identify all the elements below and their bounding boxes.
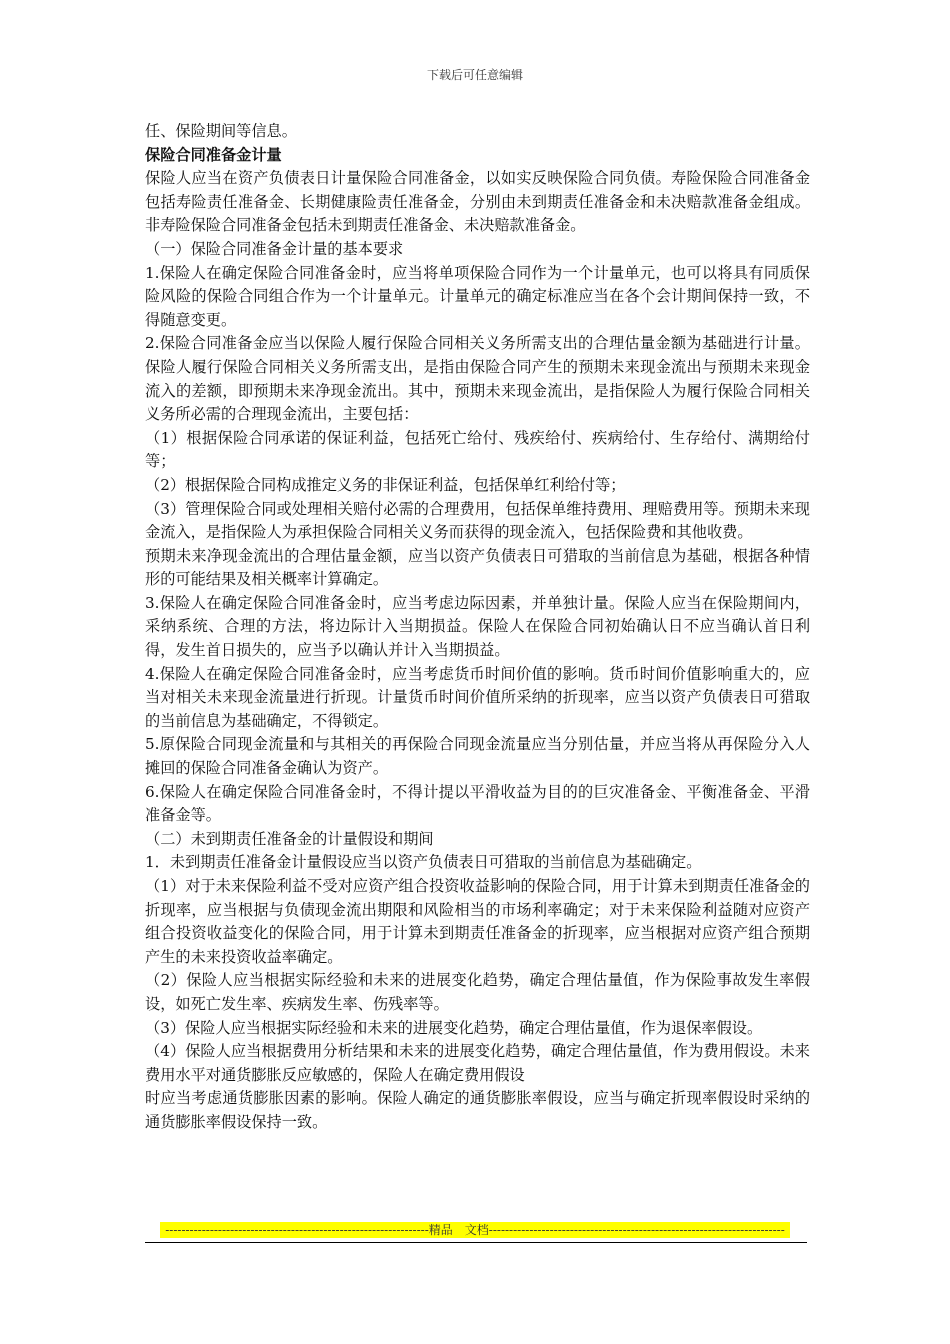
header-note: 下载后可任意编辑 bbox=[426, 68, 523, 82]
paragraph: 6.保险人在确定保险合同准备金时，不得计提以平滑收益为目的的巨灾准备金、平衡准备金、平滑准备金等。 bbox=[145, 782, 810, 825]
paragraph: 任、保险期间等信息。 bbox=[145, 122, 297, 140]
paragraph: 保险人应当在资产负债表日计量保险合同准备金，以如实反映保险合同负债。寿险保险合同准备金包括寿险责任准备金、长期健康险责任准备金，分别由未到期责任准备金和未决赔款准备金组成。非寿险保险合同准备金包括未到期责任准备金、未决赔款准备金。 bbox=[145, 169, 810, 235]
paragraph: 预期未来净现金流出的合理估量金额，应当以资产负债表日可猎取的当前信息为基础，根据各种情形的可能结果及相关概率计算确定。 bbox=[145, 546, 810, 589]
list-item: （4）保险人应当根据费用分析结果和未来的进展变化趋势，确定合理估量值，作为费用假设。未来费用水平对通货膨胀反应敏感的，保险人在确定费用假设 bbox=[145, 1042, 810, 1084]
paragraph: 4.保险人在确定保险合同准备金时，应当考虑货币时间价值的影响。货币时间价值影响重大的，应当对相关未来现金流量进行折现。计量货币时间价值所采纳的折现率，应当以资产负债表日可猎取的当前信息为基础确定，不得锁定。 bbox=[145, 664, 810, 730]
list-item: （1）对于未来保险利益不受对应资产组合投资收益影响的保险合同，用于计算未到期责任准备金的折现率，应当根据与负债现金流出期限和风险相当的市场利率确定；对于未来保险利益随对应资产组合投资收益变化的保险合同，用于计算未到期责任准备金的折现率，应当根据对应资产组合预期产生的未来投资收益率确定。 bbox=[145, 877, 810, 966]
footer-highlight-band: -----------------------------------------------------------------精品 文档------------------------------------------------------------------------- bbox=[160, 1222, 790, 1238]
list-item: （1）根据保险合同承诺的保证利益，包括死亡给付、残疾给付、疾病给付、生存给付、满期给付等； bbox=[145, 428, 810, 471]
list-item: （2）保险人应当根据实际经验和未来的进展变化趋势，确定合理估量值，作为保险事故发生率假设，如死亡发生率、疾病发生率、伤残率等。 bbox=[145, 971, 810, 1013]
paragraph: 5.原保险合同现金流量和与其相关的再保险合同现金流量应当分别估量，并应当将从再保险分入人摊回的保险合同准备金确认为资产。 bbox=[145, 735, 810, 778]
paragraph: 3.保险人在确定保险合同准备金时，应当考虑边际因素，并单独计量。保险人应当在保险期间内，采纳系统、合理的方法，将边际计入当期损益。保险人在保险合同初始确认日不应当确认首日利得，发生首日损失的，应当予以确认并计入当期损益。 bbox=[145, 593, 810, 660]
footer-divider bbox=[145, 1242, 807, 1243]
list-item: （2）根据保险合同构成推定义务的非保证利益，包括保单红利给付等； bbox=[145, 475, 626, 494]
paragraph: 2.保险合同准备金应当以保险人履行保险合同相关义务所需支出的合理估量金额为基础进行计量。保险人履行保险合同相关义务所需支出，是指由保险合同产生的预期未来现金流出与预期未来现金流入的差额，即预期未来净现金流出。其中，预期未来现金流出，是指保险人为履行保险合同相关义务所必需的合理现金流出，主要包括： bbox=[145, 334, 810, 424]
paragraph: 1．未到期责任准备金计量假设应当以资产负债表日可猎取的当前信息为基础确定。 bbox=[145, 853, 702, 872]
subsection-heading: （二）未到期责任准备金的计量假设和期间 bbox=[145, 829, 434, 848]
list-item: （3）保险人应当根据实际经验和未来的进展变化趋势，确定合理估量值，作为退保率假设。 bbox=[145, 1018, 763, 1037]
document-body bbox=[145, 120, 810, 1135]
list-item: （3）管理保险合同或处理相关赔付必需的合理费用，包括保单维持费用、理赔费用等。预期未来现金流入，是指保险人为承担保险合同相关义务而获得的现金流入，包括保险费和其他收费。 bbox=[145, 499, 810, 542]
paragraph: 1.保险人在确定保险合同准备金时，应当将单项保险合同作为一个计量单元，也可以将具有同质保险风险的保险合同组合作为一个计量单元。计量单元的确定标准应当在各个会计期间保持一致，不得随意变更。 bbox=[145, 263, 810, 329]
paragraph: 时应当考虑通货膨胀因素的影响。保险人确定的通货膨胀率假设，应当与确定折现率假设时采纳的通货膨胀率假设保持一致。 bbox=[145, 1089, 810, 1131]
subsection-heading: （一）保险合同准备金计量的基本要求 bbox=[145, 239, 404, 258]
section-heading: 保险合同准备金计量 bbox=[145, 145, 282, 164]
